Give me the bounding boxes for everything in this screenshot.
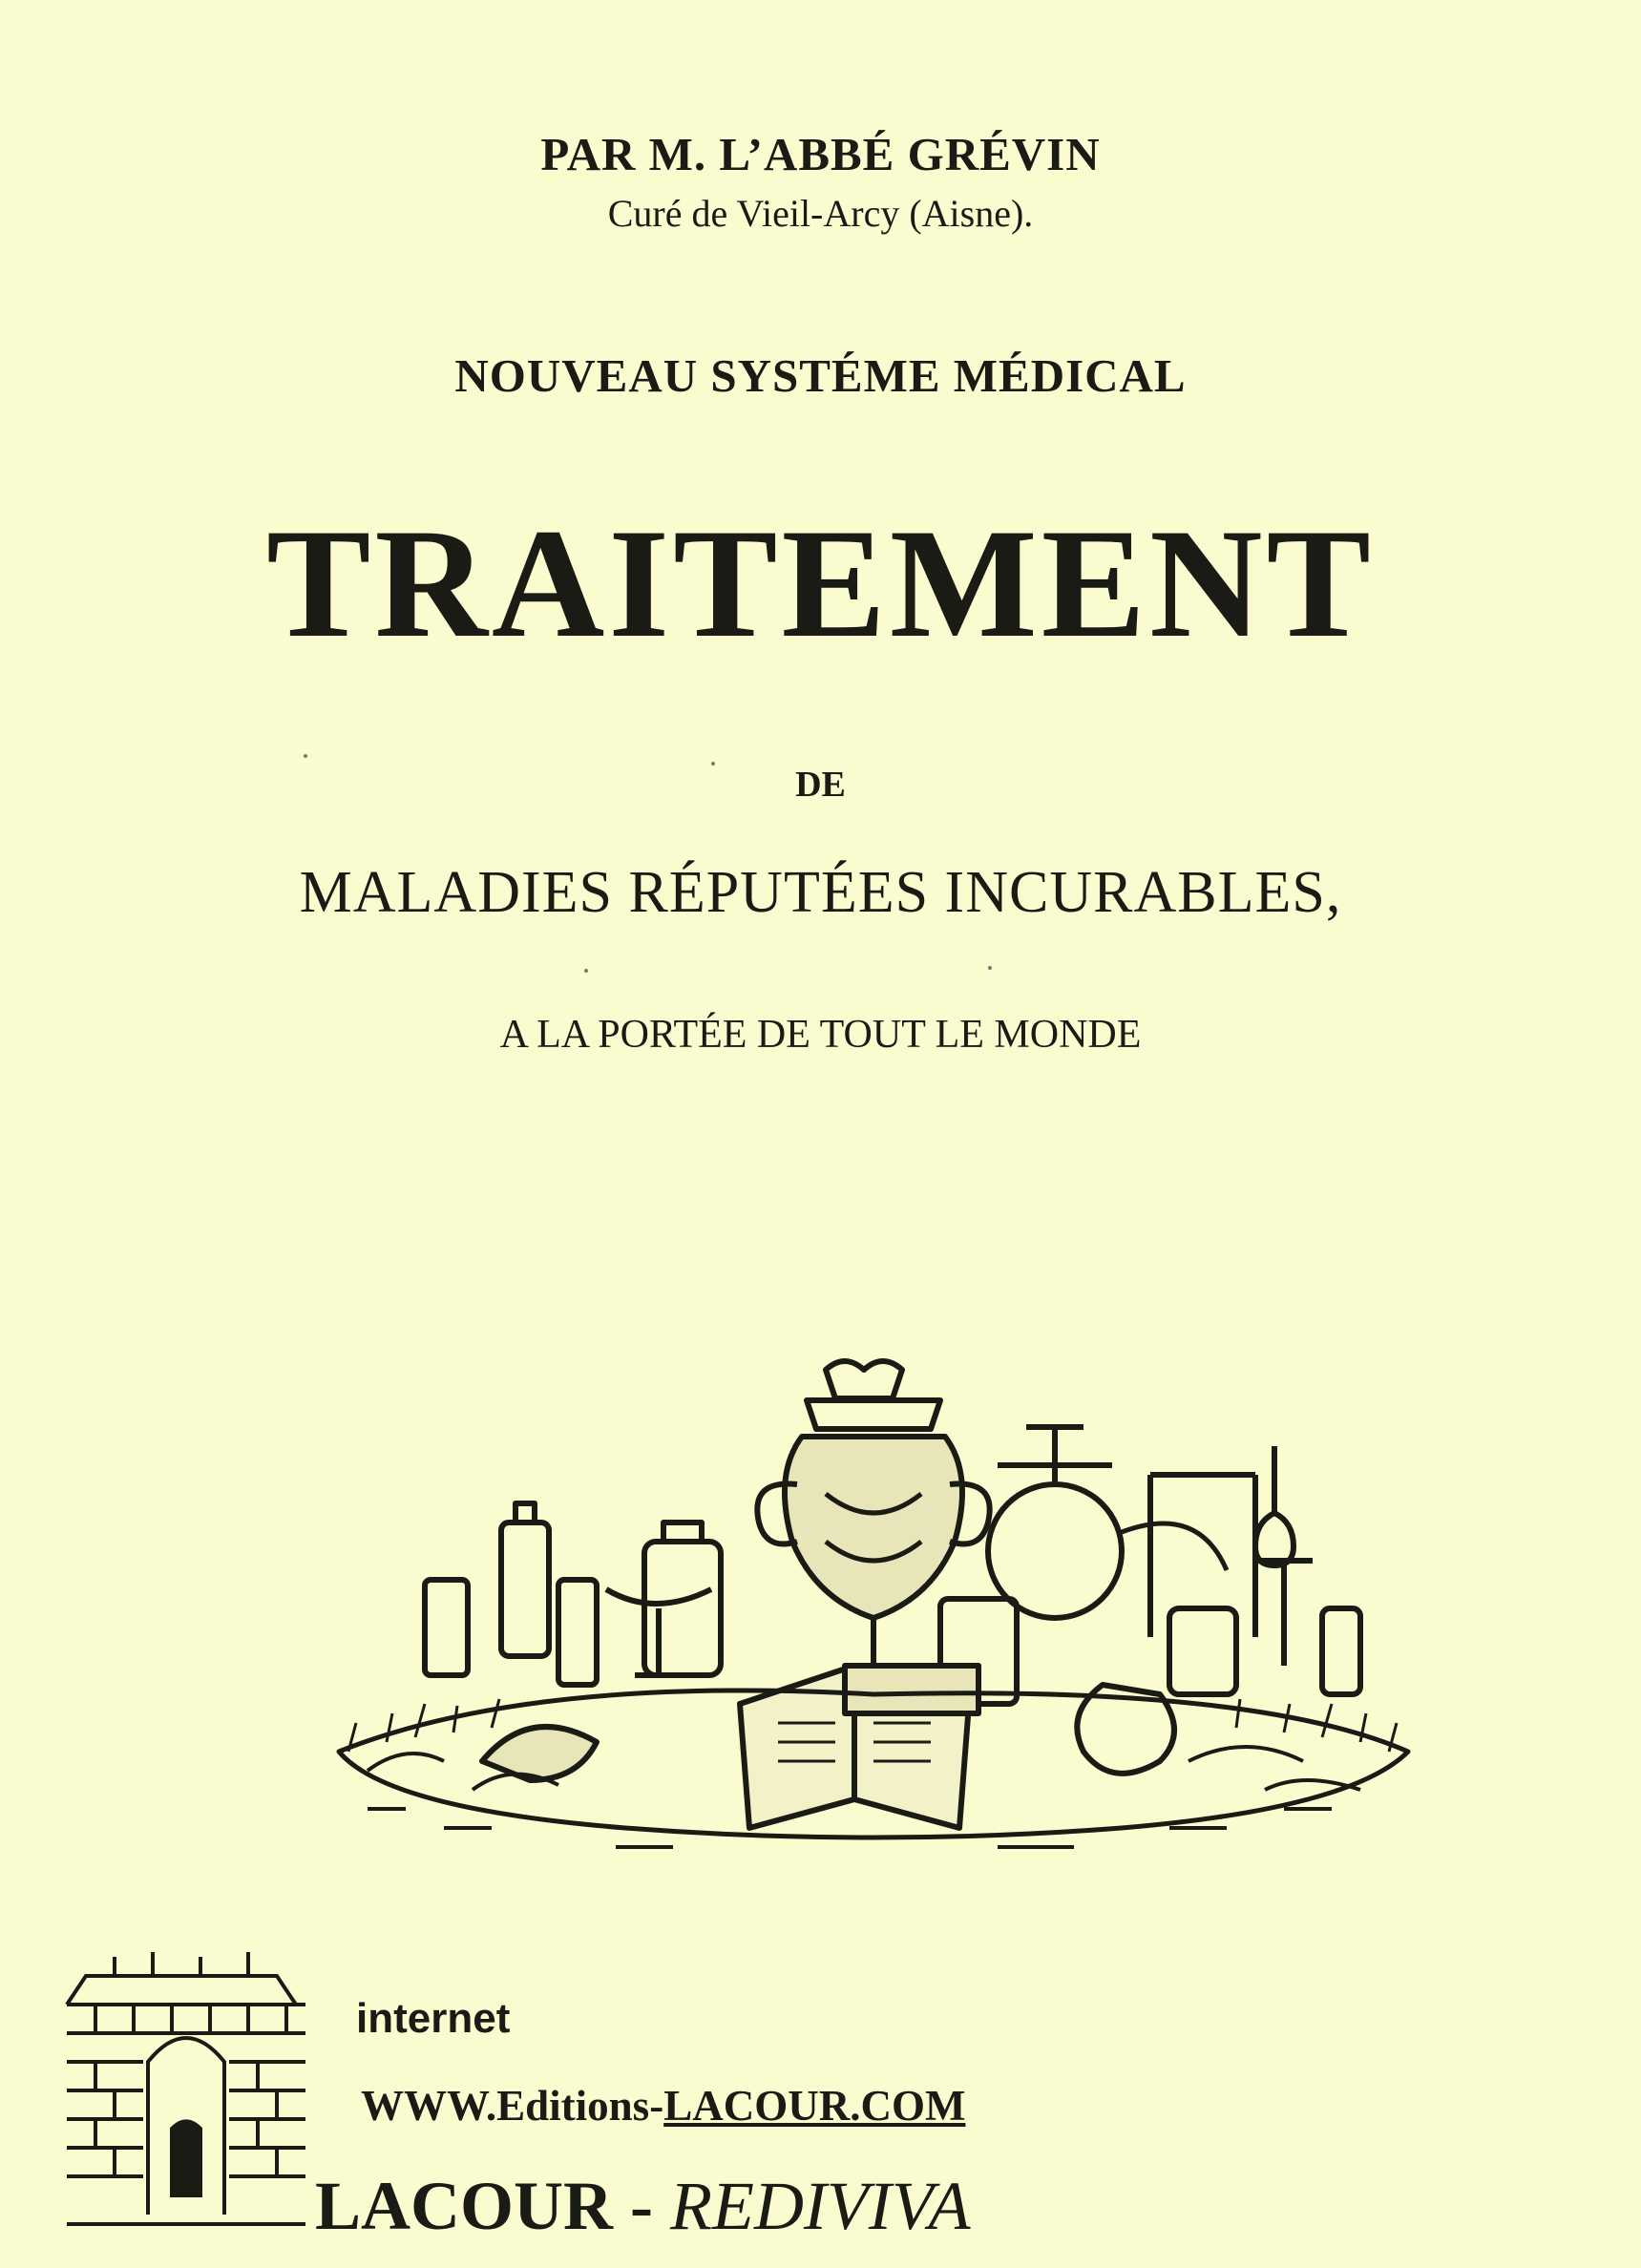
book-tagline: A LA PORTÉE DE TOUT LE MONDE [499, 1013, 1142, 1057]
publisher-url[interactable] [361, 2081, 965, 2131]
title-connector: DE [795, 765, 846, 805]
publisher-logo-stone-arch [57, 1947, 315, 2243]
url-prefix: WWW.Editions- [361, 2082, 664, 2130]
internet-label: internet [356, 1995, 511, 2042]
author-line: PAR M. L’ABBÉ GRÉVIN [540, 128, 1101, 180]
author-role: Curé de Vieil-Arcy (Aisne). [607, 192, 1034, 235]
series-heading: NOUVEAU SYSTÉME MÉDICAL [454, 349, 1187, 402]
publisher-brand [315, 2167, 971, 2246]
apothecary-vignette-engraving [329, 1351, 1418, 1885]
scan-speck [988, 966, 992, 970]
scan-speck [584, 969, 588, 973]
brand-left: LACOUR [315, 2168, 614, 2244]
brand-dash: - [613, 2168, 670, 2244]
book-title: TRAITEMENT [266, 497, 1375, 670]
book-subtitle: MALADIES RÉPUTÉES INCURABLES, [299, 860, 1342, 925]
scan-speck [711, 762, 715, 766]
scan-speck [304, 754, 307, 758]
brand-right: REDIVIVA [670, 2168, 971, 2244]
url-link[interactable]: LACOUR.COM [663, 2082, 966, 2130]
